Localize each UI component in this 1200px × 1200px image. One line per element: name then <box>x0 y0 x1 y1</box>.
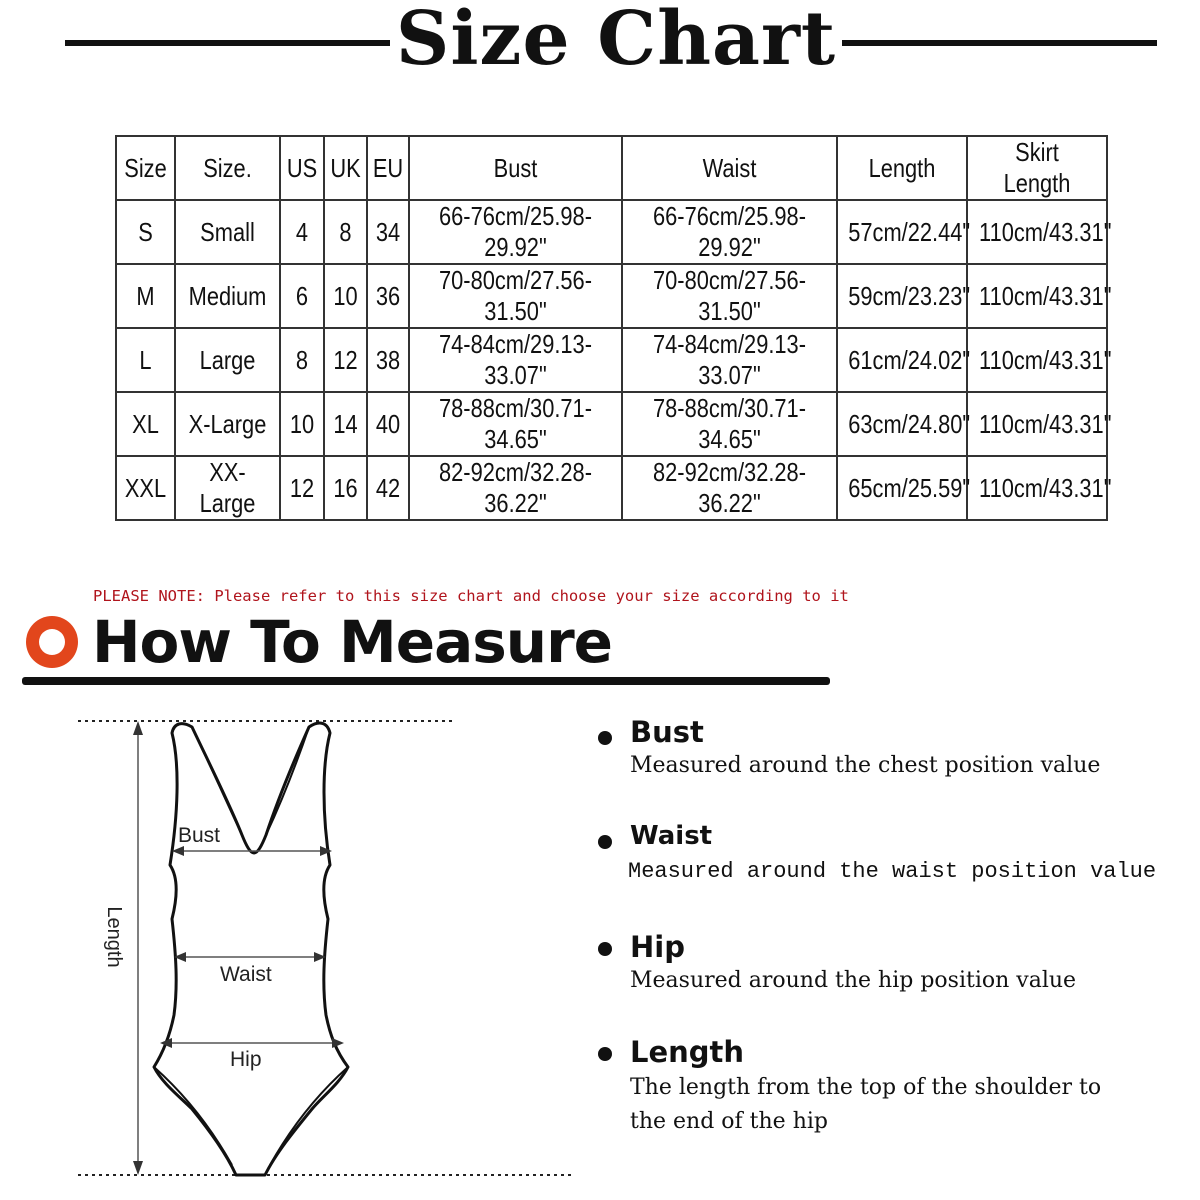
table-cell: 82-92cm/32.28-36.22" <box>426 456 605 520</box>
section-divider <box>22 677 830 685</box>
table-cell: 12 <box>327 328 363 392</box>
table-cell: 10 <box>327 264 363 328</box>
table-cell: 70-80cm/27.56-31.50" <box>639 264 820 328</box>
size-table <box>115 135 1112 521</box>
measure-desc-line: The length from the top of the shoulder to <box>630 1075 1102 1100</box>
table-cell: Large <box>183 328 271 392</box>
table-cell: Small <box>183 200 271 264</box>
measure-name: Bust <box>630 715 704 749</box>
header-waist: Waist <box>639 136 820 200</box>
table-cell: X-Large <box>183 392 271 456</box>
ring-icon <box>26 616 78 668</box>
table-cell: 34 <box>370 200 405 264</box>
bullet-icon <box>598 731 612 745</box>
bullet-icon <box>598 835 612 849</box>
measure-name: Length <box>630 1035 745 1069</box>
table-row <box>116 456 1107 520</box>
table-cell: M <box>121 264 171 328</box>
measure-name: Hip <box>630 930 685 964</box>
table-cell: 38 <box>370 328 405 392</box>
table-row <box>116 264 1107 328</box>
table-cell: 110cm/43.31" <box>978 200 1096 264</box>
table-cell: 110cm/43.31" <box>978 328 1096 392</box>
table-cell: 63cm/24.80" <box>847 392 956 456</box>
measure-name: Waist <box>630 821 713 851</box>
header-length: Length <box>847 136 956 200</box>
table-cell: S <box>121 200 171 264</box>
header-size-name: Size. <box>183 136 271 200</box>
title-banner <box>0 0 1200 100</box>
measure-desc: Measured around the hip position value <box>630 968 1077 993</box>
table-cell: L <box>121 328 171 392</box>
table-cell: 36 <box>370 264 405 328</box>
table-cell: Medium <box>183 264 271 328</box>
header-size: Size <box>121 136 171 200</box>
measure-desc: Measured around the waist position value <box>628 859 1157 884</box>
bust-label: Bust <box>178 824 221 847</box>
table-cell: 74-84cm/29.13-33.07" <box>426 328 605 392</box>
bullet-icon <box>598 1047 612 1061</box>
table-cell: 14 <box>327 392 363 456</box>
table-cell: 110cm/43.31" <box>978 264 1096 328</box>
title-rule-left <box>65 40 390 46</box>
measure-desc-line: the end of the hip <box>630 1109 828 1134</box>
header-uk: UK <box>327 136 363 200</box>
table-cell: 70-80cm/27.56-31.50" <box>426 264 605 328</box>
length-arrow-up-icon <box>133 721 143 735</box>
table-cell: 65cm/25.59" <box>847 456 956 520</box>
table-row <box>116 200 1107 264</box>
table-cell: 16 <box>327 456 363 520</box>
table-cell: 8 <box>327 200 363 264</box>
waist-label: Waist <box>220 963 272 986</box>
table-cell: 74-84cm/29.13-33.07" <box>639 328 820 392</box>
table-cell: 78-88cm/30.71-34.65" <box>426 392 605 456</box>
table-cell: 59cm/23.23" <box>847 264 956 328</box>
header-skirt-length: Skirt Length <box>978 136 1096 200</box>
table-cell: 66-76cm/25.98-29.92" <box>639 200 820 264</box>
header-bust: Bust <box>426 136 605 200</box>
hip-arrow-right-icon <box>332 1038 344 1048</box>
table-cell: XL <box>121 392 171 456</box>
size-note: PLEASE NOTE: Please refer to this size chart and choose your size according to it <box>93 587 849 605</box>
header-us: US <box>284 136 321 200</box>
table-cell: 82-92cm/32.28-36.22" <box>639 456 820 520</box>
table-header-row <box>116 136 1107 200</box>
hip-label: Hip <box>230 1048 262 1071</box>
table-cell: 110cm/43.31" <box>978 456 1096 520</box>
bullet-icon <box>598 942 612 956</box>
table-cell: 10 <box>284 392 321 456</box>
table-cell: 110cm/43.31" <box>978 392 1096 456</box>
table-cell: 12 <box>284 456 321 520</box>
table-cell: 66-76cm/25.98-29.92" <box>426 200 605 264</box>
table-cell: 57cm/22.44" <box>847 200 956 264</box>
page-title: Size Chart <box>395 0 837 82</box>
swimsuit-diagram <box>60 705 580 1195</box>
table-cell: 6 <box>284 264 321 328</box>
measure-desc: Measured around the chest position value <box>630 753 1101 778</box>
table-cell: XXL <box>121 456 171 520</box>
how-to-measure-title: How To Measure <box>92 608 613 676</box>
length-arrow-down-icon <box>133 1161 143 1175</box>
header-eu: EU <box>370 136 405 200</box>
table-cell: 61cm/24.02" <box>847 328 956 392</box>
swimsuit-outline <box>154 723 348 1175</box>
table-cell: 40 <box>370 392 405 456</box>
table-row <box>116 328 1107 392</box>
table-cell: 78-88cm/30.71-34.65" <box>639 392 820 456</box>
length-label: Length <box>103 906 125 968</box>
table-cell: 8 <box>284 328 321 392</box>
table-cell: 4 <box>284 200 321 264</box>
table-cell: XX-Large <box>183 456 271 520</box>
table-row <box>116 392 1107 456</box>
title-rule-right <box>842 40 1157 46</box>
table-cell: 42 <box>370 456 405 520</box>
strap-line-left <box>192 727 242 835</box>
